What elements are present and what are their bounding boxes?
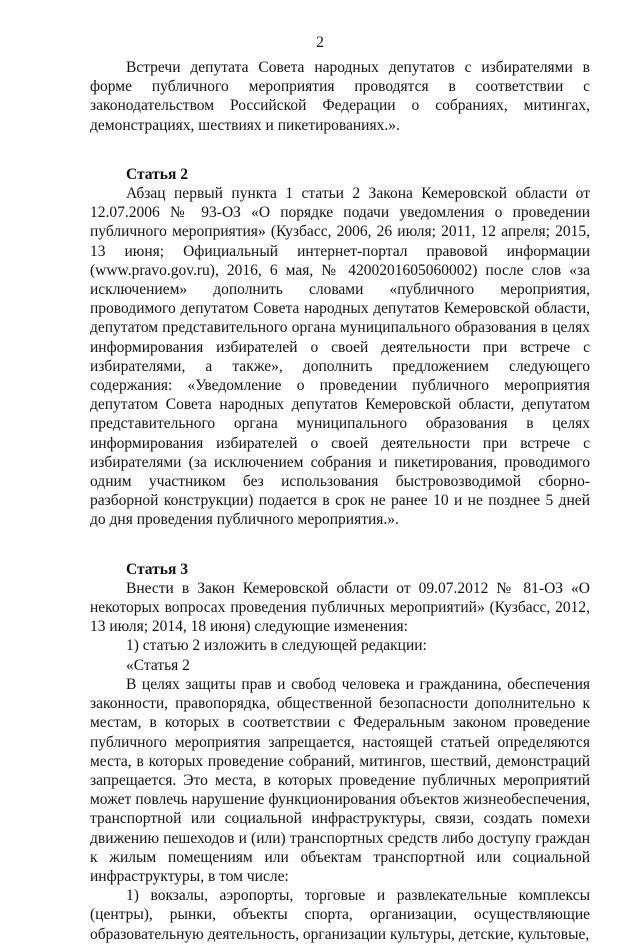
spacer: [90, 530, 590, 560]
article-3-paragraph-2: 1) статью 2 изложить в следующей редакции:: [126, 637, 427, 655]
document-body: [90, 58, 590, 944]
article-2-heading: Статья 2: [126, 165, 188, 183]
article-3-paragraph-3: «Статья 2: [126, 656, 190, 674]
intro-paragraph: Встречи депутата Совета народных депутатов с избирателями в форме публичного мероприятия проводятся в соответствии с законодательством Российской Федерации о собраниях, митингах, демонстрациях, шествиях и пикетированиях.».: [90, 59, 590, 134]
article-3-heading: Статья 3: [126, 560, 188, 578]
article-2-paragraph: Абзац первый пункта 1 статьи 2 Закона Кемеровской области от 12.07.2006 № 93-ОЗ «О порядке подачи уведомления о проведении публичного мероприятия» (Кузбасс, 2006, 26 июля; 2011, 12 апреля; 2015, 13 июня; Официальный интернет-портал правовой информации (www.pravo.gov.ru), 2016, 6 мая, № 4200201605060002) после слов «за исключением» дополнить словами «публичного мероприятия, проводимого депутатом Совета народных депутатов Кемеровской области, депутатом представительного органа муниципального образования в целях информирования избирателей о своей деятельности при встрече с избирателями, а также», дополнить предложением следующего содержания: «Уведомление о проведении публичного мероприятия депутатом Совета народных депутатов Кемеровской области, депутатом представительного органа муниципального образования в целях информирования избирателей о своей деятельности при встрече с избирателями (за исключением собрания и пикетирования, проводимого одним участником без использования быстровозводимой сборно-разборной конструкции) подается в срок не ранее 10 и не позднее 5 дней до дня проведения публичного мероприятия.».: [90, 185, 590, 529]
page-number: 2: [316, 34, 324, 51]
spacer: [90, 135, 590, 165]
article-3-paragraph-4: В целях защиты прав и свобод человека и гражданина, обеспечения законности, правопорядка, общественной безопасности дополнительно к местам, в которых в соответствии с Федеральным законом проведение публичного мероприятия запрещается, настоящей статьей определяются места, в которых проведение собраний, митингов, шествий, демонстраций запрещается. Это места, в которых проведение публичных мероприятий может повлечь нарушение функционирования объектов жизнеобеспечения, транспортной или социальной инфраструктуры, связи, создать помехи движению пешеходов и (или) транспортных средств либо доступу граждан к жилым помещениям или объектам транспортной или социальной инфраструктуры, в том числе:: [90, 675, 590, 885]
article-3-paragraph-5: 1) вокзалы, аэропорты, торговые и развлекательные комплексы (центры), рынки, объекты спорта, организации, осуществляющие образовательную деятельность, организации культуры, детские, культовые,: [90, 887, 590, 943]
article-3-paragraph-1: Внести в Закон Кемеровской области от 09.07.2012 № 81-ОЗ «О некоторых вопросах проведения публичных мероприятий» (Кузбасс, 2012, 13 июля; 2014, 18 июня) следующие изменения:: [90, 579, 590, 636]
